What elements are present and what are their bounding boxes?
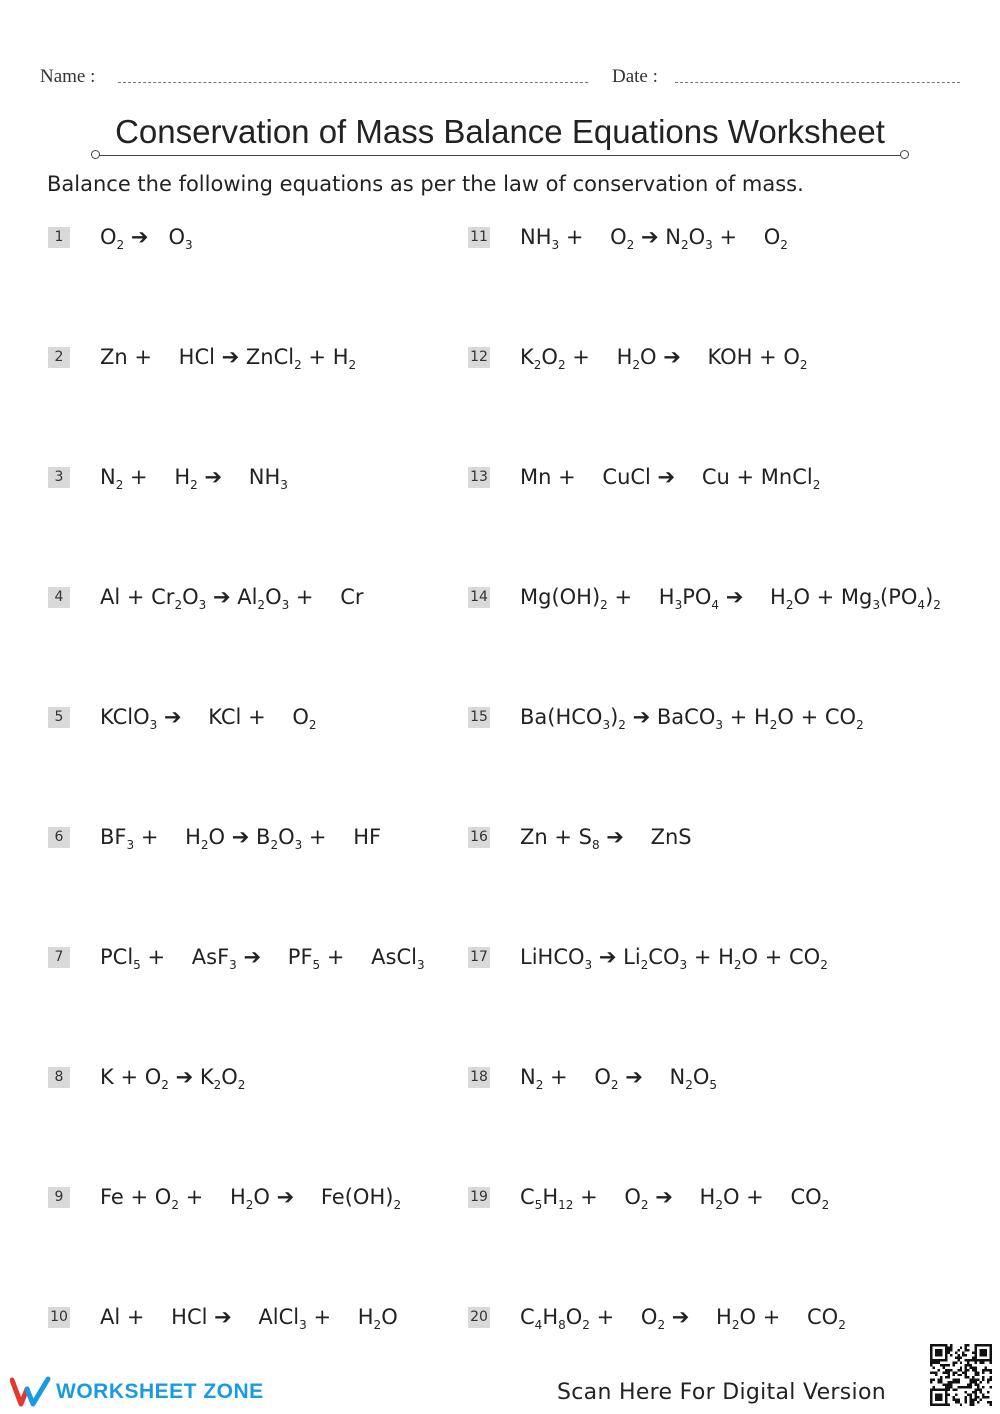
problem-equation: $K_2O_2$ + $H_2O$ ➔ KOH + $O_2$	[520, 345, 808, 372]
problem-item	[468, 582, 948, 622]
problem-item	[468, 822, 948, 862]
problem-equation: $Fe + O_2$ + $H_2O$ ➔ $Fe(OH)_2$	[100, 1185, 402, 1212]
problem-number: 10	[48, 1307, 70, 1328]
problem-item	[468, 942, 948, 982]
problem-item	[468, 1182, 948, 1222]
underline-right-dot	[900, 150, 909, 159]
problem-equation: $NH_3$ + $O_2$ ➔ $N_2O_3$ + $O_2$	[520, 225, 788, 252]
date-label: Date :	[612, 66, 658, 87]
title-underline	[96, 155, 904, 156]
problem-item	[468, 1062, 948, 1102]
problem-number: 1	[48, 227, 70, 248]
problem-number: 18	[468, 1067, 490, 1088]
problem-item	[468, 702, 948, 742]
problem-equation: Mn + CuCl ➔ Cu + MnCl$_2$	[520, 465, 821, 492]
underline-left-dot	[91, 150, 100, 159]
problem-equation: $Mg(OH)_2$ + $H_3PO_4$ ➔ $H_2O + Mg_3(PO_4)_2$	[520, 585, 941, 612]
problem-item	[48, 1182, 528, 1222]
problem-equation: $K + O_2$ ➔ $K_2O_2$	[100, 1065, 246, 1092]
problem-number: 20	[468, 1307, 490, 1328]
problem-item	[48, 582, 528, 622]
scan-instruction: Scan Here For Digital Version	[557, 1380, 886, 1405]
problem-equation: Zn + HCl ➔ ZnCl$_2$ + $H_2$	[100, 345, 357, 372]
worksheet-zone-logo-icon	[10, 1376, 52, 1408]
instructions: Balance the following equations as per the law of conservation of mass.	[47, 172, 804, 196]
problem-equation: $C_5H_{12}$ + $O_2$ ➔ $H_2O$ + $CO_2$	[520, 1185, 830, 1212]
problem-equation: LiHCO$_3$ ➔ $Li_2CO_3 + H_2O + CO_2$	[520, 945, 828, 972]
problem-number: 15	[468, 707, 490, 728]
problem-equation: $N_2$ + $O_2$ ➔ $N_2O_5$	[520, 1065, 718, 1092]
problem-equation: Al + HCl ➔ AlCl$_3$ + $H_2O$	[100, 1305, 398, 1332]
problem-equation: $C_4H_8O_2$ + $O_2$ ➔ $H_2O$ + $CO_2$	[520, 1305, 846, 1332]
problem-equation: $Ba(HCO_3)_2$ ➔ BaCO$_3$ + $H_2O + CO_2$	[520, 705, 864, 732]
problem-number: 8	[48, 1067, 70, 1088]
problem-equation: $O_2$ ➔ $O_3$	[100, 225, 193, 252]
problem-number: 5	[48, 707, 70, 728]
problem-number: 14	[468, 587, 490, 608]
problem-equation: PCl$_5$ + AsF$_3$ ➔ $PF_5$ + AsCl$_3$	[100, 945, 425, 972]
qr-code-icon[interactable]	[930, 1344, 992, 1406]
problem-number: 12	[468, 347, 490, 368]
problem-equation: KClO$_3$ ➔ KCl + $O_2$	[100, 705, 317, 732]
problem-number: 13	[468, 467, 490, 488]
problem-number: 17	[468, 947, 490, 968]
name-label: Name :	[40, 66, 96, 87]
problem-item	[48, 462, 528, 502]
problem-equation: $BF_3$ + $H_2O$ ➔ $B_2O_3$ + HF	[100, 825, 382, 852]
problem-number: 2	[48, 347, 70, 368]
problem-number: 7	[48, 947, 70, 968]
problem-item	[48, 222, 528, 262]
problem-number: 4	[48, 587, 70, 608]
problem-item	[468, 1302, 948, 1342]
problem-equation: $Al + Cr_2O_3$ ➔ $Al_2O_3$ + Cr	[100, 585, 364, 612]
title-block	[92, 112, 908, 162]
problem-item	[48, 942, 528, 982]
problem-equation: $Zn + S_8$ ➔ ZnS	[520, 825, 692, 852]
problem-number: 3	[48, 467, 70, 488]
date-field[interactable]	[675, 82, 960, 83]
brand-name: WORKSHEET ZONE	[56, 1380, 264, 1403]
problem-number: 11	[468, 227, 490, 248]
problem-item	[468, 222, 948, 262]
problem-item	[48, 702, 528, 742]
page-title: Conservation of Mass Balance Equations Worksheet	[115, 113, 885, 150]
problem-number: 6	[48, 827, 70, 848]
problem-item	[48, 342, 528, 382]
problem-item	[48, 822, 528, 862]
problem-number: 19	[468, 1187, 490, 1208]
header-row	[40, 66, 960, 96]
problem-number: 16	[468, 827, 490, 848]
problem-item	[48, 1062, 528, 1102]
name-field[interactable]	[118, 82, 588, 83]
problem-equation: $N_2$ + $H_2$ ➔ $NH_3$	[100, 465, 288, 492]
problem-number: 9	[48, 1187, 70, 1208]
problem-item	[468, 342, 948, 382]
problem-item	[468, 462, 948, 502]
problem-item	[48, 1302, 528, 1342]
